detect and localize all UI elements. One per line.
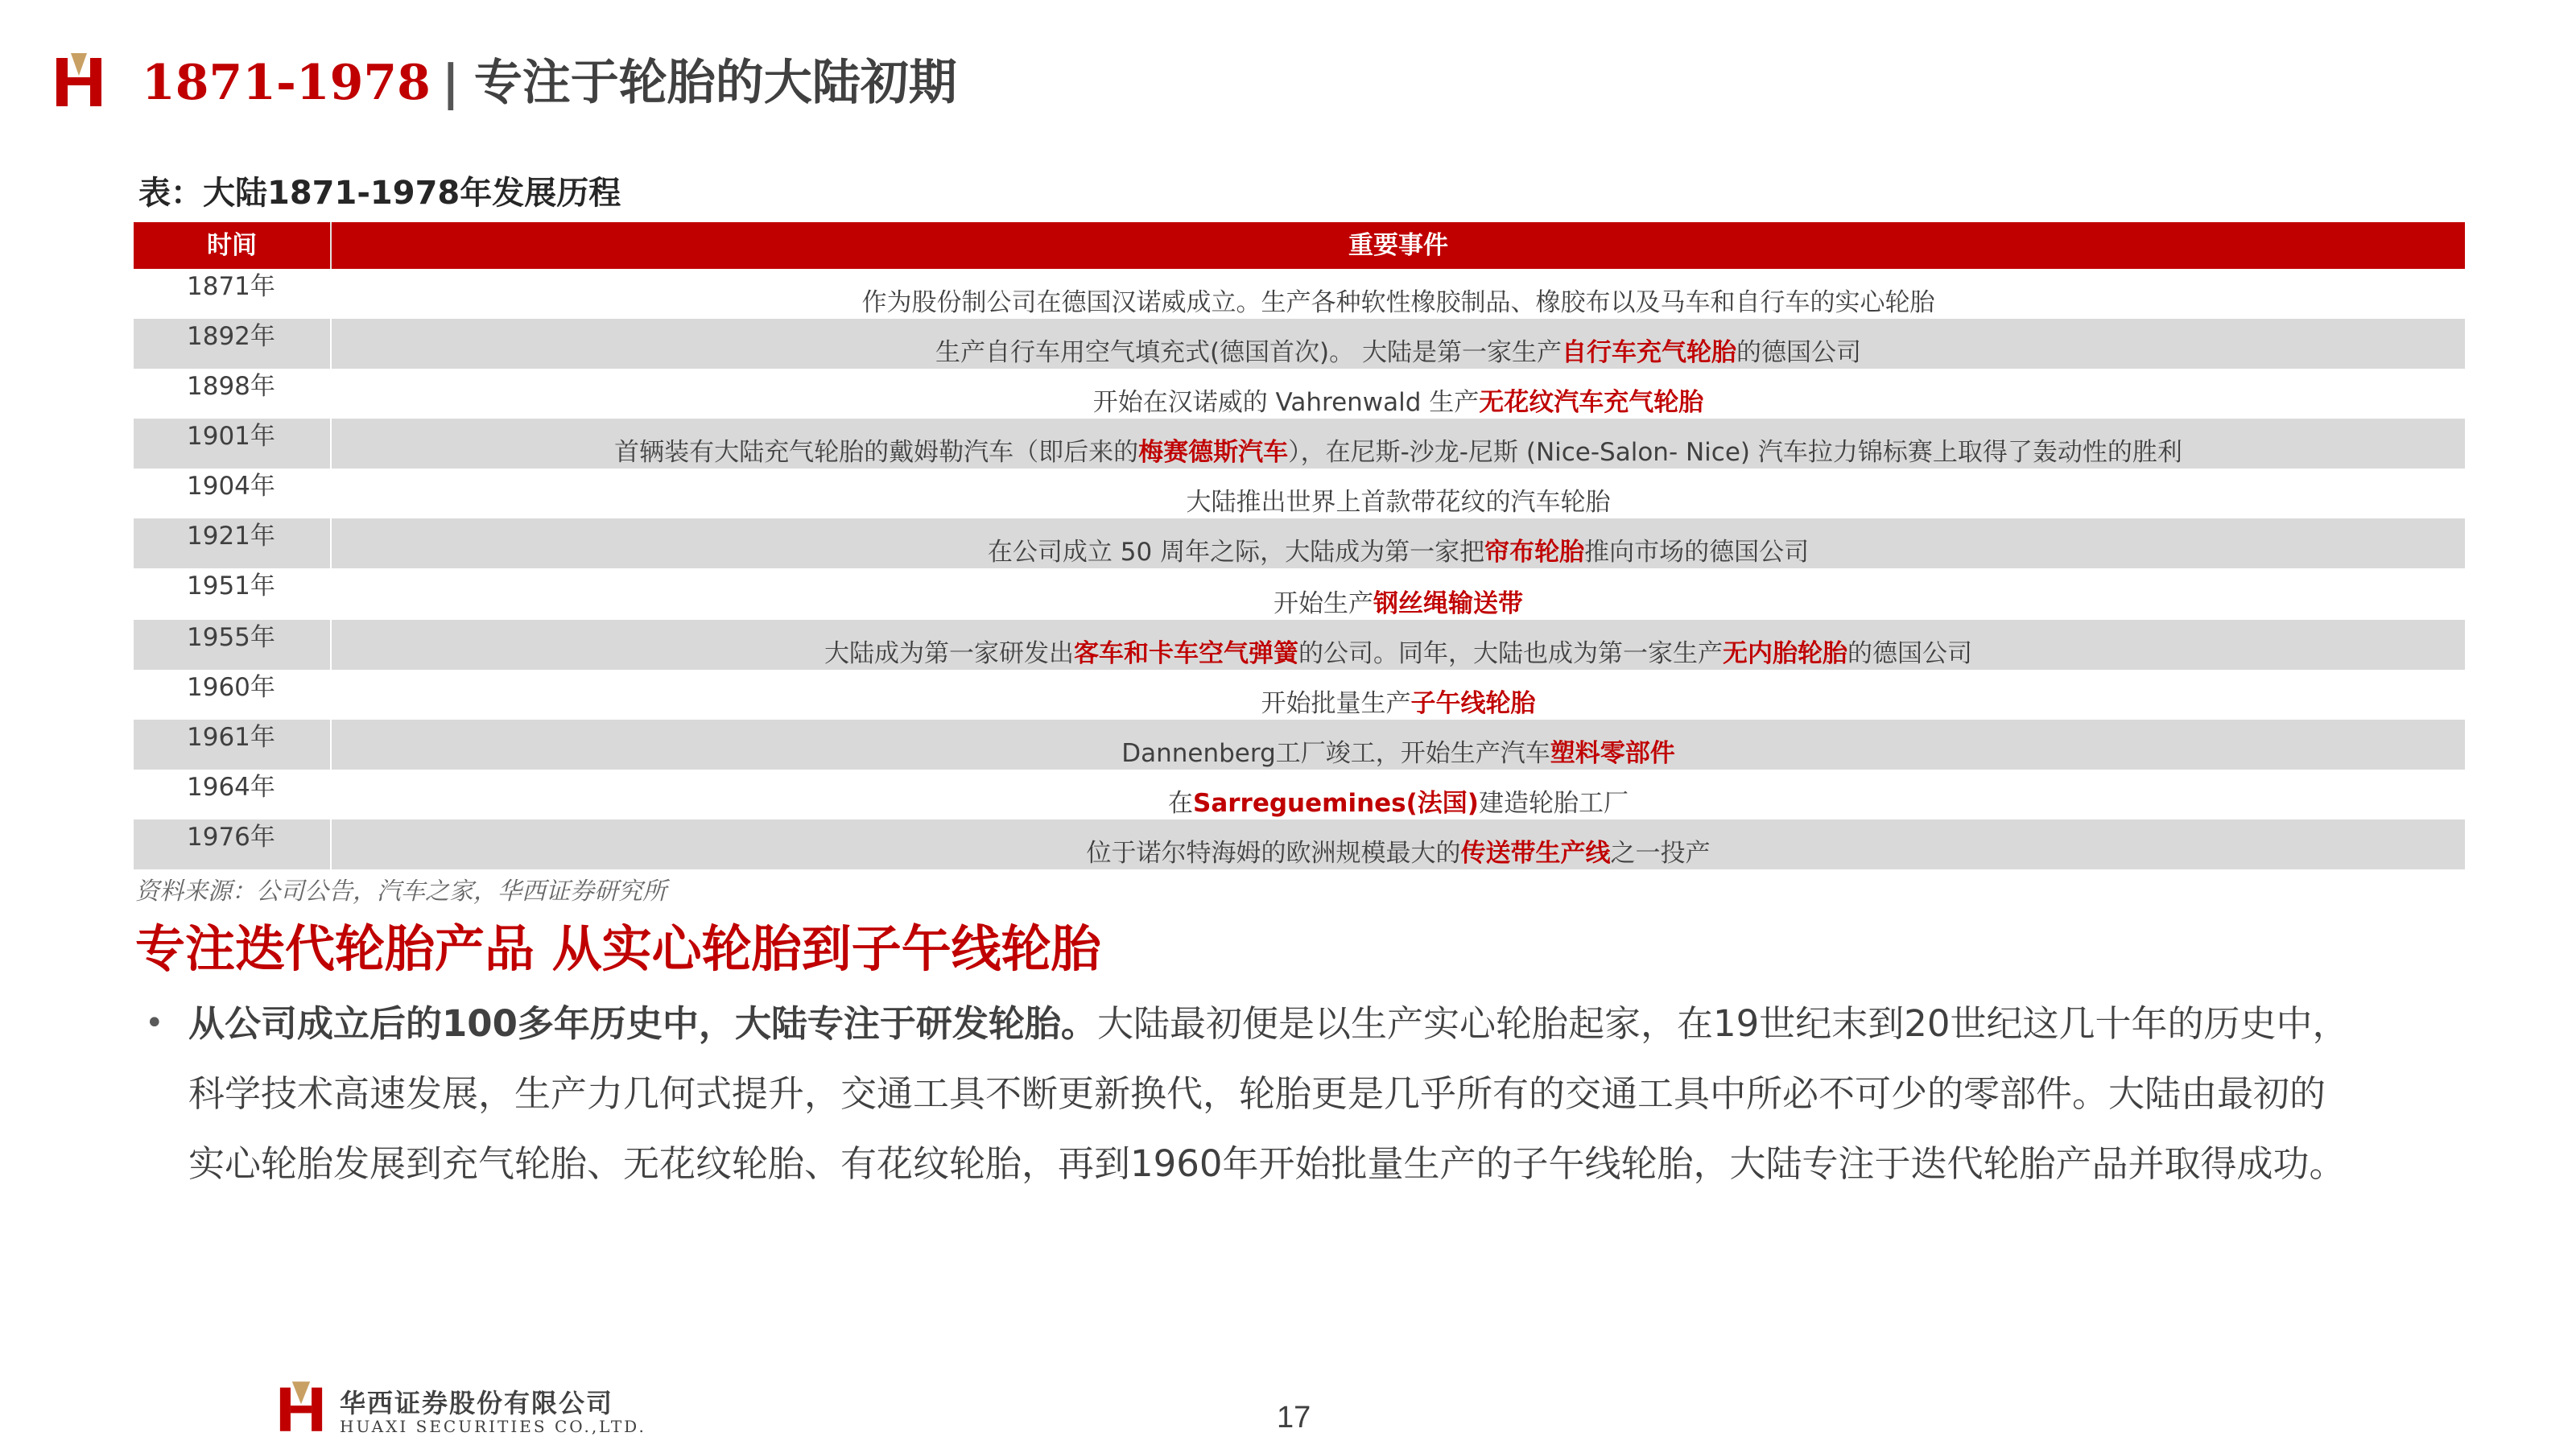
row-year: 1960年 [134,670,332,720]
bullet-line-2: 科学技术高速发展，生产力几何式提升，交通工具不断更新换代，轮胎更是几乎所有的交通工具中所必不可少的零部件。大陆由最初的 [188,1072,2326,1115]
event-text: ），在尼斯-沙龙-尼斯 (Nice-Salon- Nice) 汽车拉力锦标赛上取得了轰动性的胜利 [1288,438,2182,467]
bullet-line-3: 实心轮胎发展到充气轮胎、无花纹轮胎、有花纹轮胎，再到1960年开始批量生产的子午线轮胎，大陆专注于迭代轮胎产品并取得成功。 [188,1142,2346,1185]
footer-logo-icon [279,1381,324,1431]
table-caption: 表：大陆1871-1978年发展历程 [138,175,621,212]
row-event [332,720,2465,770]
row-year: 1951年 [134,568,332,620]
event-text: 的德国公司 [1847,639,1972,668]
event-text: 的公司。同年，大陆也成为第一家生产 [1298,639,1723,668]
table-row [134,469,2465,518]
bullet-line1-rest: 大陆最初便是以生产实心轮胎起家，在19世纪末到20世纪这几十年的历史中， [1096,1002,2349,1045]
event-text: 位于诺尔特海姆的欧洲规模最大的 [1086,839,1461,868]
table-row [134,819,2465,869]
row-year: 1892年 [134,319,332,369]
table-row [134,770,2465,819]
row-year: 1976年 [134,819,332,869]
event-highlight: Sarreguemines(法国) [1193,789,1479,818]
row-event [332,419,2465,469]
event-text: 大陆成为第一家研发出 [824,639,1074,668]
table-row [134,369,2465,419]
table-row [134,568,2465,620]
event-highlight: 钢丝绳输送带 [1373,589,1523,618]
event-highlight: 梅赛德斯汽车 [1138,438,1289,467]
row-event [332,670,2465,720]
footer-company-en: HUAXI SECURITIES CO.,LTD. [340,1417,646,1436]
event-text: 开始生产 [1274,589,1373,618]
row-event [332,269,2465,319]
row-event [332,620,2465,670]
event-text: 建造轮胎工厂 [1478,789,1629,818]
row-year: 1871年 [134,269,332,319]
event-text: 之一投产 [1610,839,1711,868]
row-event [332,369,2465,419]
footer-company-cn: 华西证券股份有限公司 [340,1388,614,1418]
event-text: 开始批量生产 [1261,689,1411,718]
bullet-paragraph [145,989,2463,1199]
row-event [332,469,2465,518]
table-row [134,419,2465,469]
event-highlight: 客车和卡车空气弹簧 [1074,639,1298,668]
title-year-range: 1871-1978 [142,55,431,111]
history-table [134,222,2465,869]
row-year: 1964年 [134,770,332,819]
bullet-lead: 从公司成立后的100多年历史中，大陆专注于研发轮胎。 [188,1002,1097,1045]
event-highlight: 自行车充气轮胎 [1562,338,1737,367]
event-text: 作为股份制公司在德国汉诺威成立。生产各种软性橡胶制品、橡胶布以及马车和自行车的实心轮胎 [861,288,1935,317]
page-number: 17 [1277,1401,1311,1435]
row-event [332,770,2465,819]
table-row [134,670,2465,720]
row-year: 1955年 [134,620,332,670]
row-event [332,518,2465,568]
row-year: 1904年 [134,469,332,518]
bullet-line-1 [188,989,2463,1059]
table-row [134,518,2465,568]
event-highlight: 传送带生产线 [1460,839,1611,868]
row-year: 1901年 [134,419,332,469]
huaxi-logo-icon [55,53,103,106]
event-highlight: 帘布轮胎 [1484,538,1585,567]
event-text: 首辆装有大陆充气轮胎的戴姆勒汽车（即后来的 [614,438,1139,467]
bullet-text [188,989,2463,1199]
event-text: 推向市场的德国公司 [1584,538,1810,567]
table-row [134,620,2465,670]
event-highlight: 塑料零部件 [1550,739,1675,768]
table-row [134,269,2465,319]
table-header-row [134,222,2465,269]
title-text: 专注于轮胎的大陆初期 [473,55,957,111]
row-event [332,319,2465,369]
row-year: 1921年 [134,518,332,568]
event-highlight: 无花纹汽车充气轮胎 [1479,388,1704,417]
event-text: 大陆推出世界上首款带花纹的汽车轮胎 [1186,488,1611,517]
event-text: 的德国公司 [1736,338,1862,367]
event-highlight: 子午线轮胎 [1410,689,1536,718]
table-row [134,319,2465,369]
event-text: 在公司成立 50 周年之际，大陆成为第一家把 [987,538,1485,567]
row-year: 1898年 [134,369,332,419]
event-text: 生产自行车用空气填充式(德国首次)。 大陆是第一家生产 [935,338,1563,367]
bullet-icon: • [145,1005,164,1042]
row-event [332,568,2465,620]
event-text: Dannenberg工厂竣工，开始生产汽车 [1121,739,1550,768]
event-text: 开始在汉诺威的 Vahrenwald 生产 [1092,388,1480,417]
event-highlight: 无内胎轮胎 [1723,639,1847,668]
page-title [142,47,957,119]
row-event [332,819,2465,869]
row-year: 1961年 [134,720,332,770]
table-body [134,269,2465,869]
header-time: 时间 [134,222,332,269]
header-event: 重要事件 [1348,231,1448,260]
source-note: 资料来源：公司公告，汽车之家，华西证券研究所 [135,877,667,906]
section-title: 专注迭代轮胎产品 从实心轮胎到子午线轮胎 [135,919,1101,978]
event-text: 在 [1168,789,1194,818]
table-row [134,720,2465,770]
title-separator: | [441,55,460,111]
